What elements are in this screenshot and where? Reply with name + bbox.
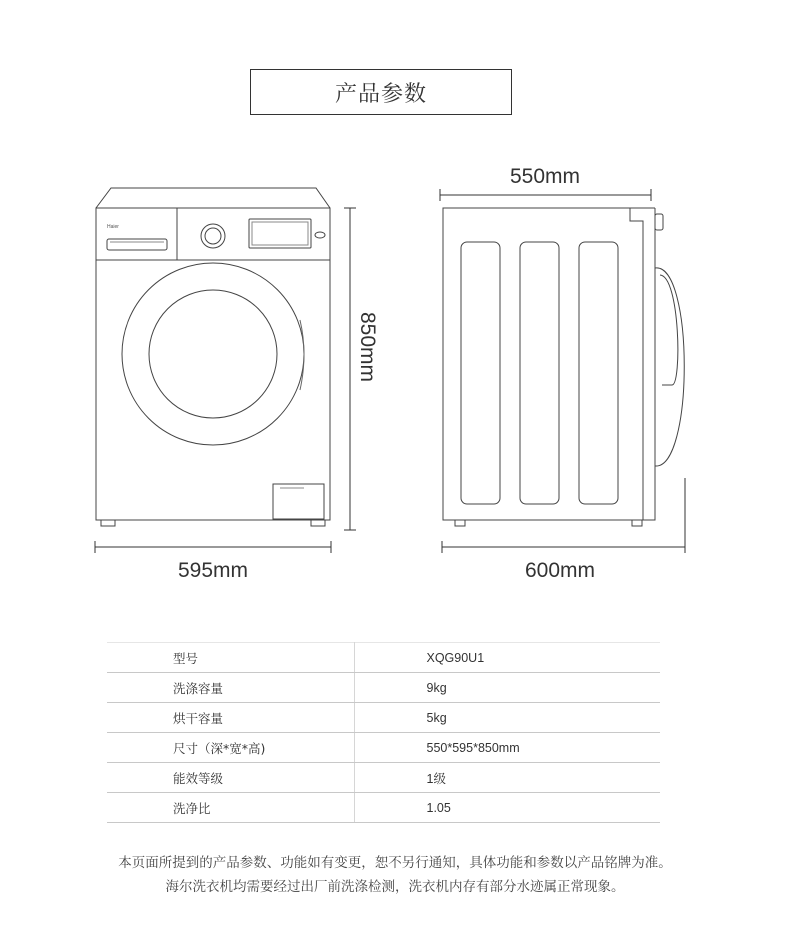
page-title: 产品参数 [250, 69, 512, 115]
depth-top-dimension: 550mm [509, 165, 581, 188]
spec-label: 烘干容量 [107, 703, 354, 733]
power-button [315, 232, 325, 238]
depth-bottom-dimension: 600mm [524, 559, 596, 582]
door-glass [149, 290, 277, 418]
spec-label: 型号 [107, 643, 354, 673]
table-row [107, 763, 660, 793]
table-row [107, 703, 660, 733]
filter-cover [273, 484, 324, 519]
height-dimension: 850mm [356, 311, 379, 383]
side-panel-rib [461, 242, 500, 504]
spec-value: XQG90U1 [354, 643, 660, 673]
side-panel-rib [520, 242, 559, 504]
spec-label: 洗净比 [107, 793, 354, 823]
disclaimer-note: 本页面所提到的产品参数、功能如有变更，恕不另行通知，具体功能和参数以产品铭牌为准。 [118, 855, 672, 871]
side-door [655, 268, 684, 466]
spec-label: 能效等级 [107, 763, 354, 793]
width-dimension: 595mm [177, 559, 249, 582]
detergent-drawer [107, 239, 167, 250]
spec-value: 5kg [354, 703, 660, 733]
spec-label: 尺寸（深*宽*高) [107, 733, 354, 763]
spec-label: 洗涤容量 [107, 673, 354, 703]
spec-value: 1级 [354, 763, 660, 793]
table-row [107, 673, 660, 703]
table-row [107, 793, 660, 823]
display-panel [249, 219, 311, 248]
washer-front-view [96, 188, 330, 526]
table-row [107, 643, 660, 673]
spec-value: 1.05 [354, 793, 660, 823]
inspection-note: 海尔洗衣机均需要经过出厂前洗涤检测，洗衣机内存有部分水迹属正常现象。 [165, 879, 625, 895]
spec-value: 550*595*850mm [354, 733, 660, 763]
side-panel-rib [579, 242, 618, 504]
spec-table [107, 642, 660, 823]
washer-side-view [443, 208, 684, 526]
spec-value: 9kg [354, 673, 660, 703]
table-row [107, 733, 660, 763]
brand-logo: Haier [107, 224, 119, 230]
